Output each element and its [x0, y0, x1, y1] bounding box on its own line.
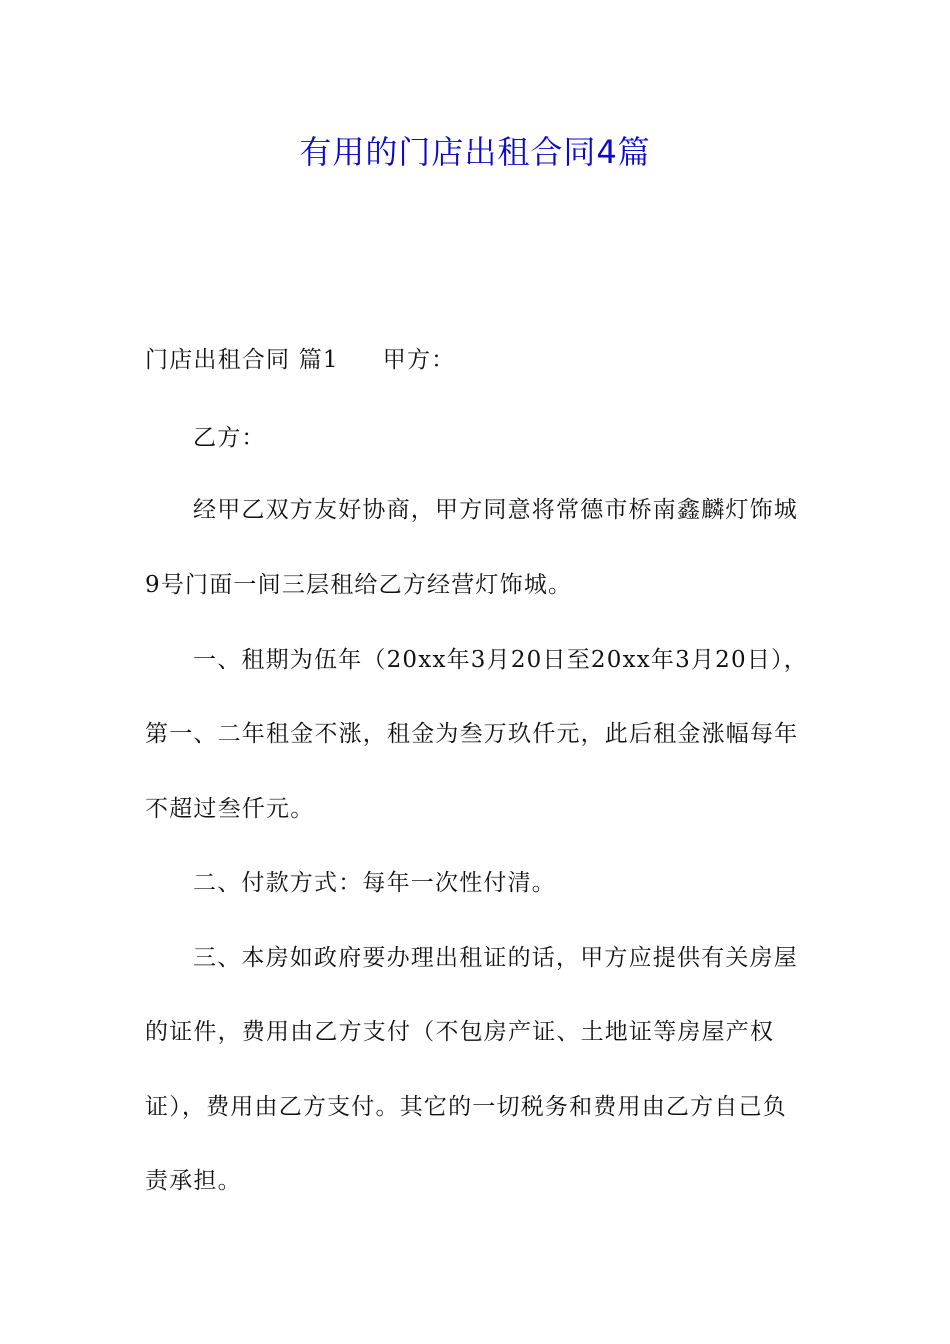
- document-title: 有用的门店出租合同4篇: [299, 133, 651, 171]
- party-a-label: 甲方：: [382, 347, 456, 373]
- contract-section-heading: 门店出租合同 篇1: [145, 347, 339, 373]
- paragraph-line: 责承担。: [145, 1168, 242, 1194]
- paragraph-line: 二、付款方式：每年一次性付清。: [193, 870, 556, 896]
- heading-line: [145, 345, 815, 375]
- paragraph-line: 证），费用由乙方支付。其它的一切税务和费用由乙方自己负: [145, 1094, 787, 1120]
- paragraph-line: 9号门面一间三层租给乙方经营灯饰城。: [145, 572, 573, 598]
- paragraph-line: 三、本房如政府要办理出租证的话，甲方应提供有关房屋: [193, 945, 798, 971]
- paragraph-line: 第一、二年租金不涨，租金为叁万玖仟元，此后租金涨幅每年: [145, 721, 799, 747]
- paragraph-line: 不超过叁仟元。: [145, 796, 315, 822]
- paragraph-line: 经甲乙双方友好协商，甲方同意将常德市桥南鑫麟灯饰城: [193, 497, 798, 523]
- party-b-label: 乙方：: [193, 425, 266, 451]
- paragraph-line: 的证件，费用由乙方支付（不包房产证、土地证等房屋产权: [145, 1019, 775, 1045]
- paragraph-line: 一、租期为伍年（20xx年3月20日至20xx年3月20日），: [193, 647, 808, 673]
